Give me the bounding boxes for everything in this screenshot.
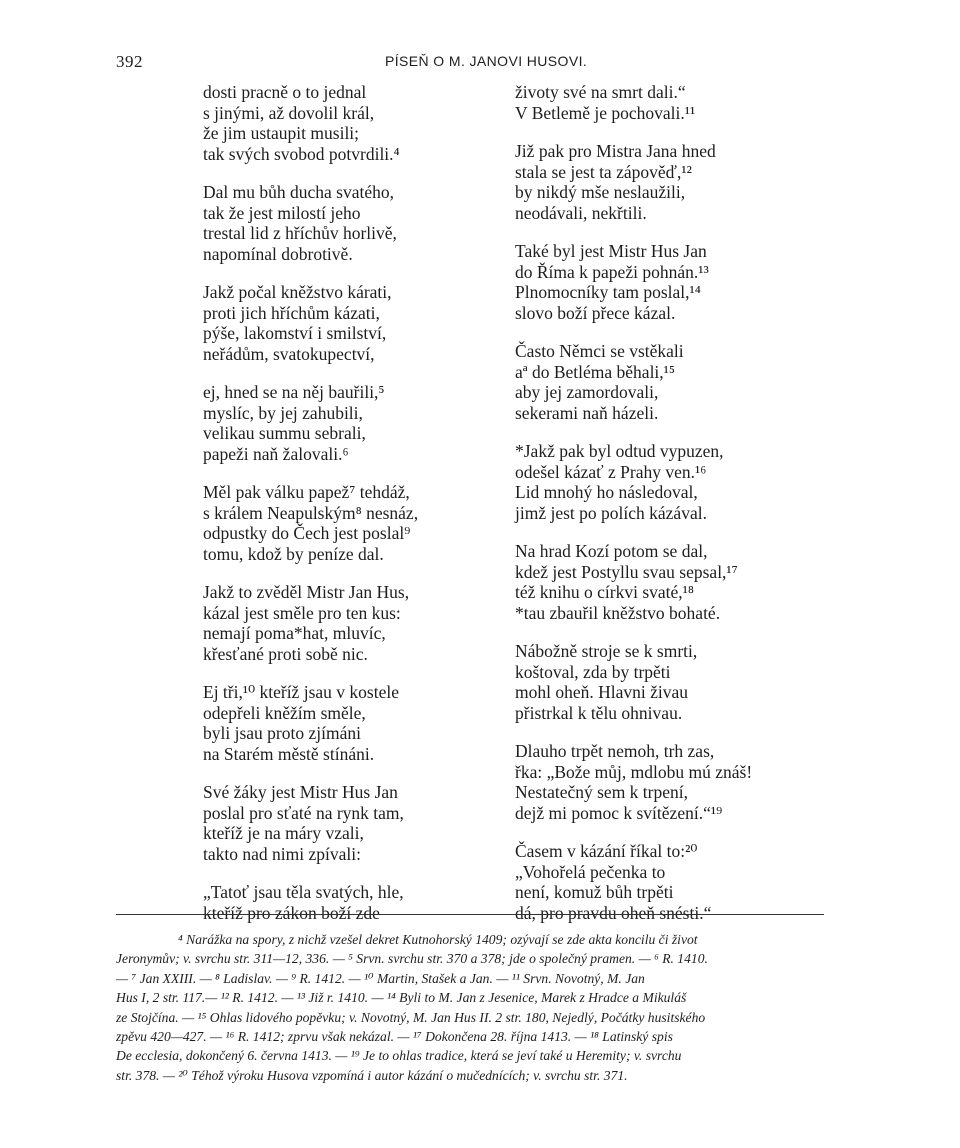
verse-line: aª do Betléma běhali,¹⁵ — [515, 361, 676, 382]
verse-line: kdež jest Postyllu svau sepsal,¹⁷ — [515, 561, 738, 582]
verse-line: Již pak pro Mistra Jana hned — [515, 141, 716, 161]
verse-line: proti jich hříchům kázati, — [203, 302, 380, 323]
verse-line: Jakž to zvěděl Mistr Jan Hus, — [203, 582, 410, 602]
verse-line: dosti pracně o to jednal — [203, 82, 367, 102]
footnote-line: Jeronymův; v. svrchu str. 311—12, 336. — ⁵ Srvn. svrchu str. 370 a 378; jde o společný pramen. — ⁶ R. 1410. — [116, 951, 708, 967]
verse-line: řka: „Bože můj, mdlobu mú znáš! — [515, 761, 753, 782]
verse-line: Měl pak válku papež⁷ tehdáž, — [203, 482, 410, 502]
verse-line: byli jsau proto zjímáni — [203, 723, 361, 743]
verse-line: tomu, kdož by peníze dal. — [203, 543, 384, 564]
verse-line: Plnomocníky tam poslal,¹⁴ — [515, 282, 701, 302]
verse-line: papeži naň žalovali.⁶ — [203, 443, 349, 464]
verse-line: koštoval, zda by trpěti — [515, 661, 671, 682]
verse-line: nemají poma*hat, mluvíc, — [203, 623, 386, 643]
verse-line: neodávali, nekřtili. — [515, 202, 647, 223]
verse-line: kteříž je na máry vzali, — [203, 823, 364, 843]
stanza — [203, 782, 493, 864]
stanza — [515, 441, 805, 523]
verse-line: Lid mnohý ho následoval, — [515, 482, 698, 502]
stanza — [515, 141, 805, 223]
verse-line: by nikdý mše neslaužili, — [515, 182, 686, 202]
verse-line: do Říma k papeži pohnán.¹³ — [515, 261, 709, 282]
footnote-line: ⁴ Narážka na spory, z nichž vzešel dekret Kutnohorský 1409; ozývají se zde akta koncilu či život — [178, 932, 698, 947]
verse-line: *tau zbauřil kněžstvo bohaté. — [515, 602, 721, 623]
stanza — [203, 182, 493, 264]
verse-line: Také byl jest Mistr Hus Jan — [515, 241, 707, 261]
verse-line: s jinými, až dovolil král, — [203, 102, 375, 123]
footnote-line: De ecclesia, dokončený 6. června 1413. — ¹⁹ Je to ohlas tradice, která se jeví také u Heremity; v. svrchu — [116, 1048, 682, 1064]
verse-line: Ej tři,¹⁰ kteříž jsau v kostele — [203, 682, 399, 702]
stanza — [203, 282, 493, 364]
verse-line: poslal pro sťaté na rynk tam, — [203, 802, 404, 823]
stanza — [515, 341, 805, 423]
stanza — [515, 82, 805, 123]
stanza — [203, 582, 493, 664]
stanza — [203, 382, 493, 464]
verse-line: Nestatečný sem k trpení, — [515, 782, 689, 802]
verse-line: V Betlemě je pochovali.¹¹ — [515, 102, 696, 123]
stanza — [203, 82, 493, 164]
verse-line: odešel kázať z Prahy ven.¹⁶ — [515, 461, 707, 482]
verse-line: slovo boží přece kázal. — [515, 302, 676, 323]
verse-line: dá, pro pravdu oheň snésti.“ — [515, 902, 712, 923]
verse-line: Na hrad Kozí potom se dal, — [515, 541, 708, 561]
verse-line: velikau summu sebrali, — [203, 423, 366, 443]
verse-line: kteříž pro zákon boží zde — [203, 902, 380, 923]
footnote-line: Hus I, 2 str. 117.— ¹² R. 1412. — ¹³ Již r. 1410. — ¹⁴ Byli to M. Jan z Jesenice, Marek z Hradce a Mikuláš — [116, 990, 687, 1006]
verse-line: ej, hned se na něj bauřili,⁵ — [203, 382, 385, 402]
verse-line: tak že jest milostí jeho — [203, 202, 361, 223]
footnote-line: ze Stojčína. — ¹⁵ Ohlas lidového popěvku; v. Novotný, M. Jan Hus II. 2 str. 180, Nejedlý, Počátky husitského — [116, 1009, 706, 1025]
verse-line: životy své na smrt dali.“ — [515, 82, 686, 102]
poem-left-column — [203, 82, 493, 941]
poem-right-column — [515, 82, 805, 941]
footnote-line: str. 378. — ²⁰ Téhož výroku Husova vzpomíná i autor kázání o mučednících; v. svrchu str. 371. — [116, 1067, 628, 1083]
verse-line: Jakž počal kněžstvo kárati, — [203, 282, 392, 302]
verse-line: napomínal dobrotivě. — [203, 243, 353, 264]
verse-line: Své žáky jest Mistr Hus Jan — [203, 782, 398, 802]
verse-line: *Jakž pak byl odtud vypuzen, — [515, 441, 724, 461]
verse-line: též knihu o církvi svaté,¹⁸ — [515, 582, 695, 602]
verse-line: stala se jest ta zápověď,¹² — [515, 161, 692, 182]
verse-line: pýše, lakomství i smilství, — [203, 323, 387, 343]
verse-line: takto nad nimi zpívali: — [203, 843, 361, 864]
verse-line: Dal mu bůh ducha svatého, — [203, 182, 394, 202]
verse-line: že jim ustaupit musili; — [203, 123, 360, 143]
verse-line: na Starém městě stínáni. — [203, 743, 375, 764]
stanza — [203, 482, 493, 564]
verse-line: s králem Neapulským⁸ nesnáz, — [203, 502, 419, 523]
verse-line: trestal lid z hříchův horlivě, — [203, 223, 397, 243]
stanza — [515, 841, 805, 923]
running-head: PÍSEŇ O M. JANOVI HUSOVI. — [385, 53, 588, 69]
verse-line: dejž mi pomoc k svítězení.“¹⁹ — [515, 802, 723, 823]
verse-line: Dlauho trpět nemoh, trh zas, — [515, 741, 715, 761]
stanza — [203, 882, 493, 923]
verse-line: neřádům, svatokupectví, — [203, 343, 375, 364]
verse-line: tak svých svobod potvrdili.⁴ — [203, 143, 400, 164]
footnote-divider — [116, 914, 824, 915]
verse-line: myslíc, by jej zahubili, — [203, 402, 363, 423]
verse-line: Časem v kázání říkal to:²⁰ — [515, 841, 698, 861]
verse-line: odepřeli kněžím směle, — [203, 702, 366, 723]
verse-line: křesťané proti sobě nic. — [203, 643, 368, 664]
verse-line: „Vohořelá pečenka to — [515, 861, 666, 882]
stanza — [515, 641, 805, 723]
footnote-line: — ⁷ Jan XXIII. — ⁸ Ladislav. — ⁹ R. 1412. — ¹⁰ Martin, Stašek a Jan. — ¹¹ Srvn. Novotný, M. Jan — [116, 970, 645, 986]
stanza — [515, 541, 805, 623]
verse-line: kázal jest směle pro ten kus: — [203, 602, 401, 623]
verse-line: sekerami naň házeli. — [515, 402, 659, 423]
verse-line: odpustky do Čech jest poslal⁹ — [203, 523, 411, 543]
verse-line: „Tatoť jsau těla svatých, hle, — [203, 882, 404, 902]
verse-line: přistrkal k tělu ohnivau. — [515, 702, 683, 723]
footnotes — [116, 930, 826, 1085]
stanza — [515, 741, 805, 823]
stanza — [203, 682, 493, 764]
stanza — [515, 241, 805, 323]
footnote-line: zpěvu 420—427. — ¹⁶ R. 1412; zprvu však nekázal. — ¹⁷ Dokončena 28. října 1413. — ¹⁸ Latinský spis — [116, 1029, 673, 1045]
verse-line: jimž jest po polích kázával. — [515, 502, 707, 523]
verse-line: Nábožně stroje se k smrti, — [515, 641, 698, 661]
verse-line: mohl oheň. Hlavni živau — [515, 682, 689, 702]
verse-line: aby jej zamordovali, — [515, 382, 659, 402]
verse-line: není, komuž bůh trpěti — [515, 882, 674, 902]
verse-line: Často Němci se vstěkali — [515, 341, 684, 361]
page-number: 392 — [116, 52, 143, 71]
